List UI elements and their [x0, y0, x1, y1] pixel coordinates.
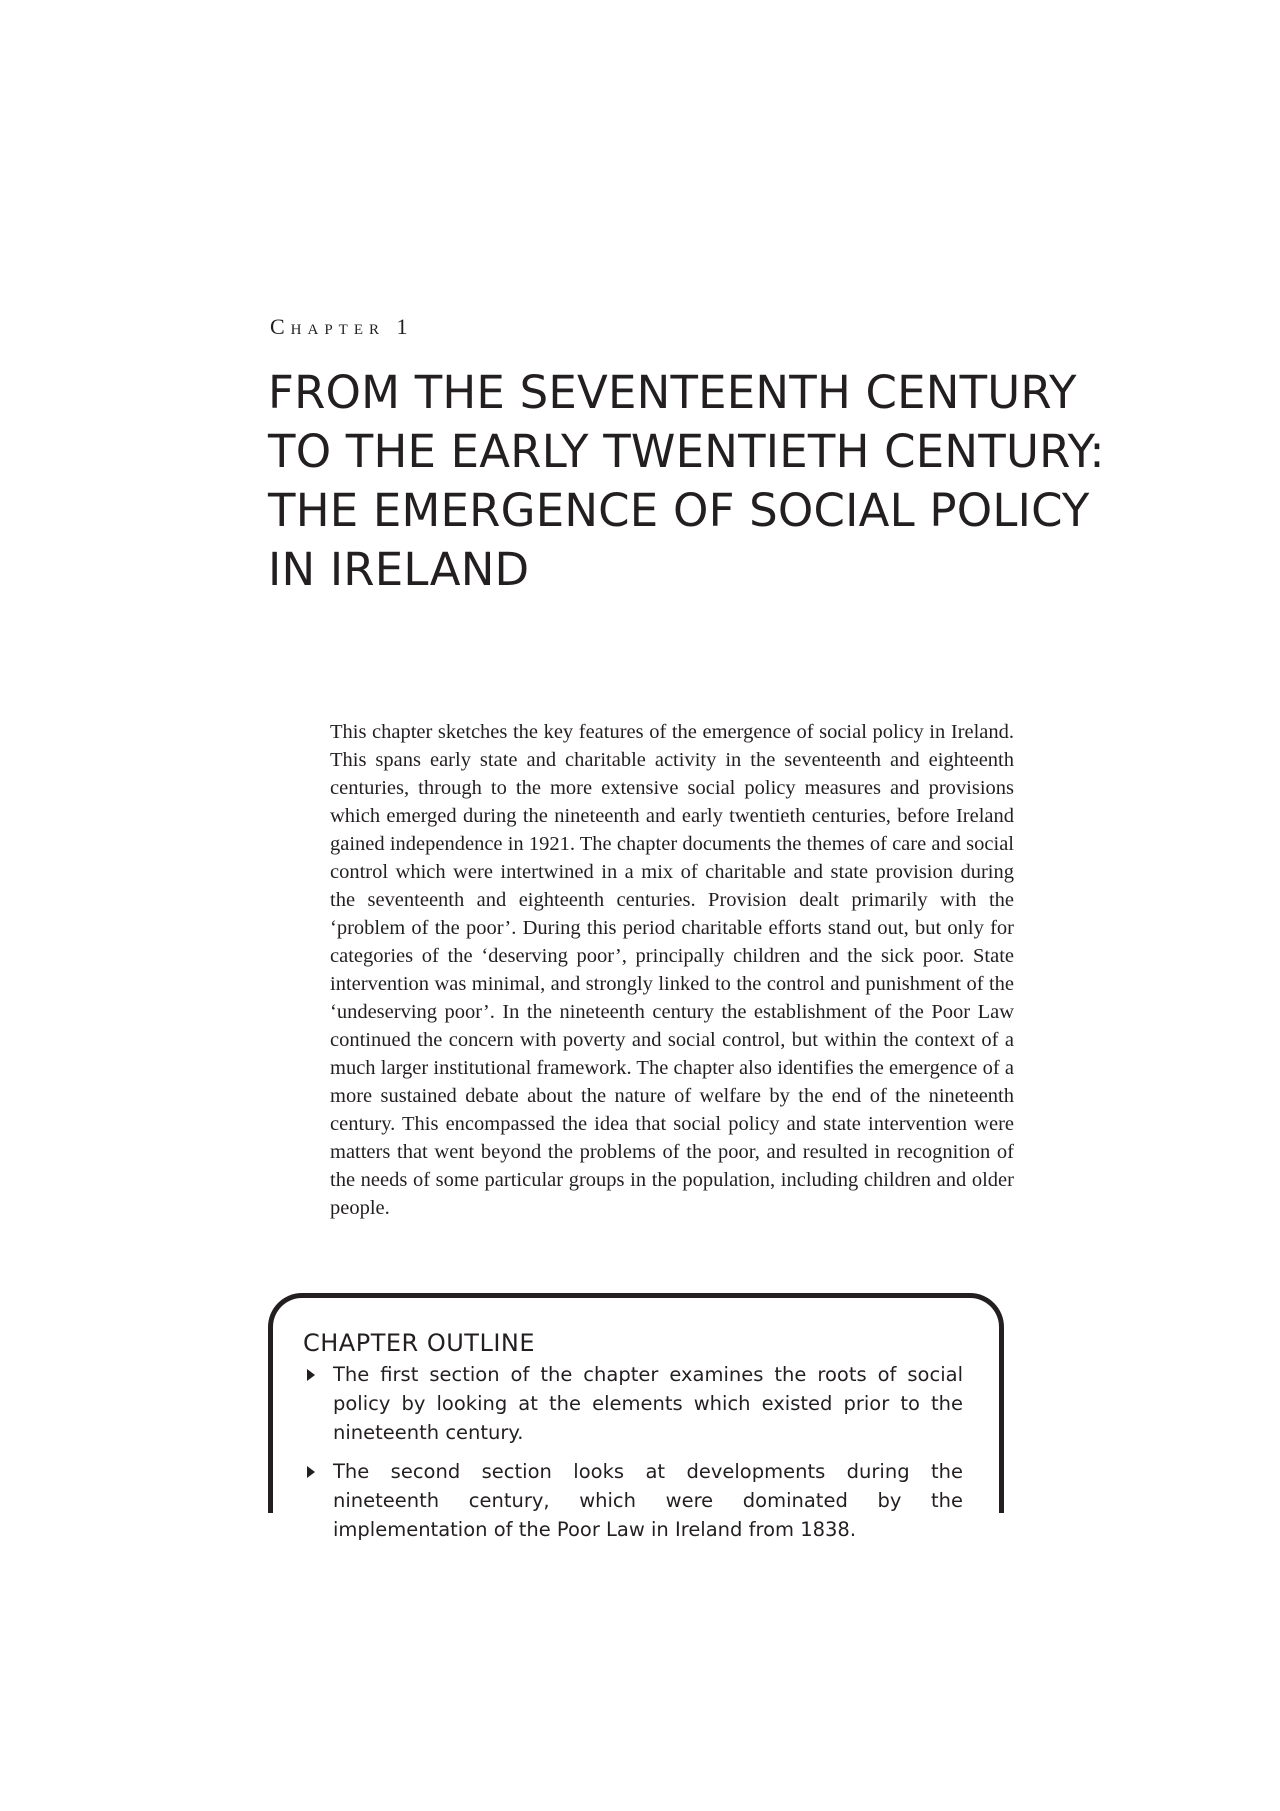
chapter-intro-paragraph: This chapter sketches the key features of the emergence of social policy in Ireland. This spans early state and charitable activity in the seventeenth and eighteenth centuries, through to the more extensive social policy measures and provisions which emerged during the nineteenth and early twentieth centuries, before Ireland gained independence in 1921. The chapter documents the themes of care and social control which were intertwined in a mix of charitable and state provision during the seventeenth and eighteenth centuries. Provision dealt primarily with the ‘problem of the poor’. During this period charitable efforts stand out, but only for categories of the ‘deserving poor’, principally children and the sick poor. State intervention was minimal, and strongly linked to the control and punishment of the ‘undeserving poor’. In the nineteenth century the establishment of the Poor Law continued the concern with poverty and social control, but within the context of a much larger institutional framework. The chapter also identifies the emergence of a more sustained debate about the nature of welfare by the end of the nineteenth century. This encompassed the idea that social policy and state intervention were matters that went beyond the problems of the poor, and resulted in recognition of the needs of some particular groups in the population, including children and older people.: [330, 721, 1014, 1219]
chapter-outline-item: [303, 1457, 963, 1544]
chapter-outline-item-text: The first section of the chapter examines the roots of social policy by looking at the elements which existed prior to the nineteenth century.: [333, 1363, 963, 1444]
chapter-title: [268, 363, 1105, 599]
triangle-bullet-icon: [307, 1369, 315, 1381]
chapter-title-line: FROM THE SEVENTEENTH CENTURY: [268, 366, 1077, 419]
chapter-outline-item: [303, 1360, 963, 1447]
chapter-outline-item-text: The second section looks at developments during the nineteenth century, which were dominated by the implementation of the Poor Law in Ireland from 1838.: [333, 1460, 963, 1541]
chapter-title-line: TO THE EARLY TWENTIETH CENTURY:: [268, 425, 1105, 478]
chapter-title-line: THE EMERGENCE OF SOCIAL POLICY: [268, 484, 1090, 537]
triangle-bullet-icon: [307, 1466, 315, 1478]
chapter-outline-heading: CHAPTER OUTLINE: [303, 1329, 536, 1357]
chapter-outline-box: [268, 1293, 1004, 1541]
chapter-outline-list: [303, 1360, 963, 1554]
chapter-title-line: IN IRELAND: [268, 543, 530, 596]
chapter-label: Chapter 1: [270, 314, 414, 339]
